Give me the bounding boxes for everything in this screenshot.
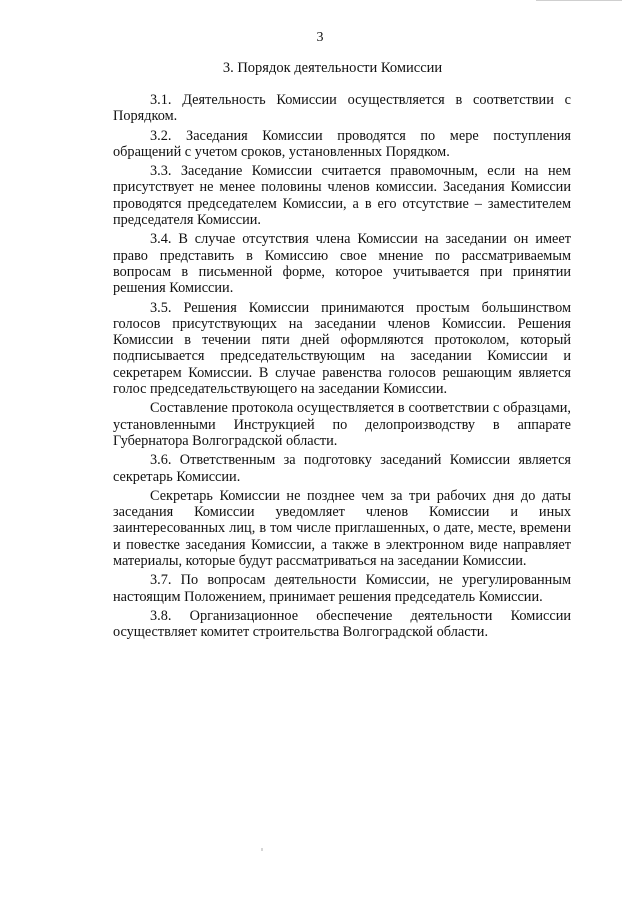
paragraph-3-7: 3.7. По вопросам деятельности Комиссии, не урегулированным настоящим Положением, принимает решения председатель Комиссии. (113, 572, 571, 605)
document-body (113, 92, 571, 644)
page-number: 3 (316, 30, 324, 45)
paragraph-3-4: 3.4. В случае отсутствия члена Комиссии на заседании он имеет право представить в Комиссию свое мнение по рассматриваемым вопросам в письменной форме, которое учитывается при принятии решения Комиссии. (113, 231, 571, 297)
section-title: 3. Порядок деятельности Комиссии (222, 60, 443, 76)
scan-edge-line (536, 0, 622, 1)
scan-speck (261, 848, 263, 851)
paragraph-3-3: 3.3. Заседание Комиссии считается правомочным, если на нем присутствует не менее половины членов комиссии. Заседания Комиссии проводятся председателем Комиссии, а в его отсутствие – заместителем председателя Комиссии. (113, 163, 571, 229)
paragraph-3-6: 3.6. Ответственным за подготовку заседаний Комиссии является секретарь Комиссии. (113, 452, 571, 485)
paragraph-3-2: 3.2. Заседания Комиссии проводятся по мере поступления обращений с учетом сроков, установленных Порядком. (113, 127, 571, 160)
paragraph-3-1: 3.1. Деятельность Комиссии осуществляется в соответствии с Порядком. (113, 92, 571, 125)
paragraph-protocol: Составление протокола осуществляется в соответствии с образцами, установленными Инструкцией по делопроизводству в аппарате Губернатора Волгоградской области. (113, 400, 571, 449)
paragraph-3-5: 3.5. Решения Комиссии принимаются простым большинством голосов присутствующих на заседании членов Комиссии. Решения Комиссии в течении пяти дней оформляются протоколом, который подписывается председательствующим на заседании Комиссии и секретарем Комиссии. В случае равенства голосов решающим является голос председательствующего на заседании Комиссии. (113, 299, 571, 398)
paragraph-3-8: 3.8. Организационное обеспечение деятельности Комиссии осуществляет комитет строительства Волгоградской области. (113, 607, 571, 641)
paragraph-secretary: Секретарь Комиссии не позднее чем за три рабочих дня до даты заседания Комиссии уведомляет членов Комиссии и иных заинтересованных лиц, в том числе приглашенных, о дате, месте, времени и повестке заседания Комиссии, а также в электронном виде направляет материалы, которые будут рассматриваться на заседании Комиссии. (113, 487, 571, 570)
